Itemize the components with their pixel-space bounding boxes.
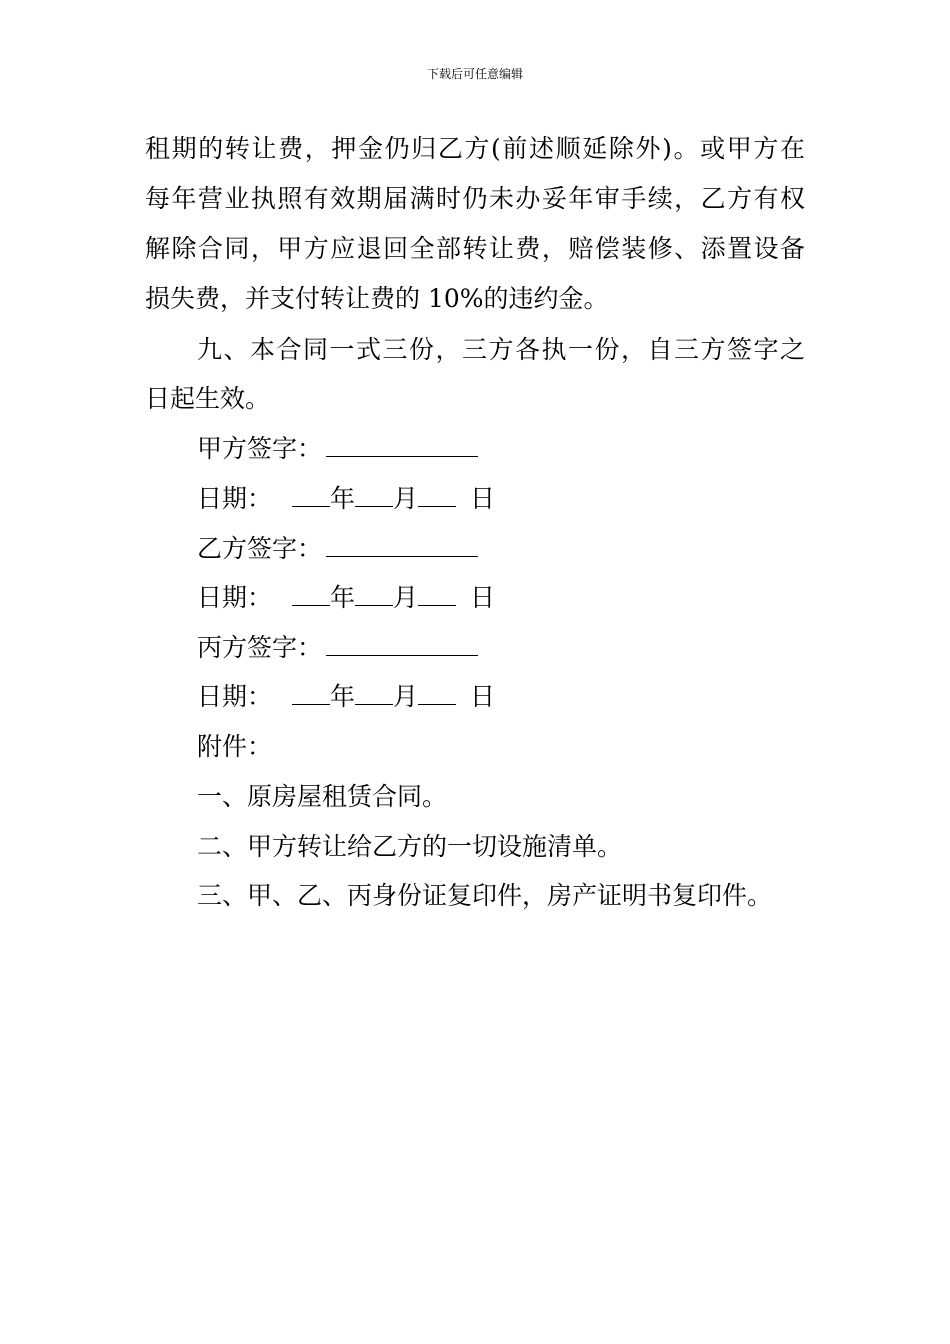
signature-line-party-a — [197, 433, 478, 465]
month-label: 月 — [392, 583, 418, 612]
day-blank[interactable] — [418, 484, 456, 507]
year-blank[interactable] — [292, 682, 330, 705]
signature-label: 甲方签字： — [197, 434, 323, 463]
day-blank[interactable] — [418, 583, 456, 606]
attachment-item: 二、甲方转让给乙方的一切设施清单。 — [197, 832, 623, 861]
year-label: 年 — [329, 583, 355, 612]
month-label: 月 — [392, 484, 418, 513]
paragraph-line: 租期的转让费，押金仍归乙方(前述顺延除外)。或甲方在 — [145, 134, 805, 163]
signature-label: 丙方签字： — [197, 633, 323, 662]
day-label: 日 — [470, 682, 496, 711]
signature-blank[interactable] — [326, 633, 478, 656]
day-blank[interactable] — [418, 682, 456, 705]
header-note: 下载后可任意编辑 — [426, 67, 523, 81]
month-blank[interactable] — [355, 682, 393, 705]
attachment-item: 一、原房屋租赁合同。 — [197, 782, 448, 811]
month-blank[interactable] — [355, 583, 393, 606]
date-label: 日期： — [197, 484, 273, 513]
paragraph-line: 九、本合同一式三份，三方各执一份，自三方签字之 — [197, 335, 805, 364]
signature-line-party-c — [197, 632, 478, 664]
date-line-party-c — [197, 681, 495, 713]
year-blank[interactable] — [292, 484, 330, 507]
year-label: 年 — [329, 682, 355, 711]
paragraph-line: 每年营业执照有效期届满时仍未办妥年审手续，乙方有权 — [145, 184, 805, 213]
date-label: 日期： — [197, 682, 273, 711]
date-label: 日期： — [197, 583, 273, 612]
attachments-title: 附件： — [197, 732, 273, 761]
signature-label: 乙方签字： — [197, 534, 323, 563]
day-label: 日 — [470, 583, 496, 612]
signature-line-party-b — [197, 533, 478, 565]
paragraph-line: 损失费，并支付转让费的 10%的违约金。 — [145, 284, 609, 313]
paragraph-line: 解除合同，甲方应退回全部转让费，赔偿装修、添置设备 — [145, 234, 805, 263]
month-blank[interactable] — [355, 484, 393, 507]
date-line-party-a — [197, 483, 495, 515]
attachment-item: 三、甲、乙、丙身份证复印件，房产证明书复印件。 — [197, 881, 773, 910]
year-label: 年 — [329, 484, 355, 513]
day-label: 日 — [470, 484, 496, 513]
signature-blank[interactable] — [326, 534, 478, 557]
month-label: 月 — [392, 682, 418, 711]
paragraph-line: 日起生效。 — [145, 384, 271, 413]
year-blank[interactable] — [292, 583, 330, 606]
signature-blank[interactable] — [326, 434, 478, 457]
date-line-party-b — [197, 582, 495, 614]
